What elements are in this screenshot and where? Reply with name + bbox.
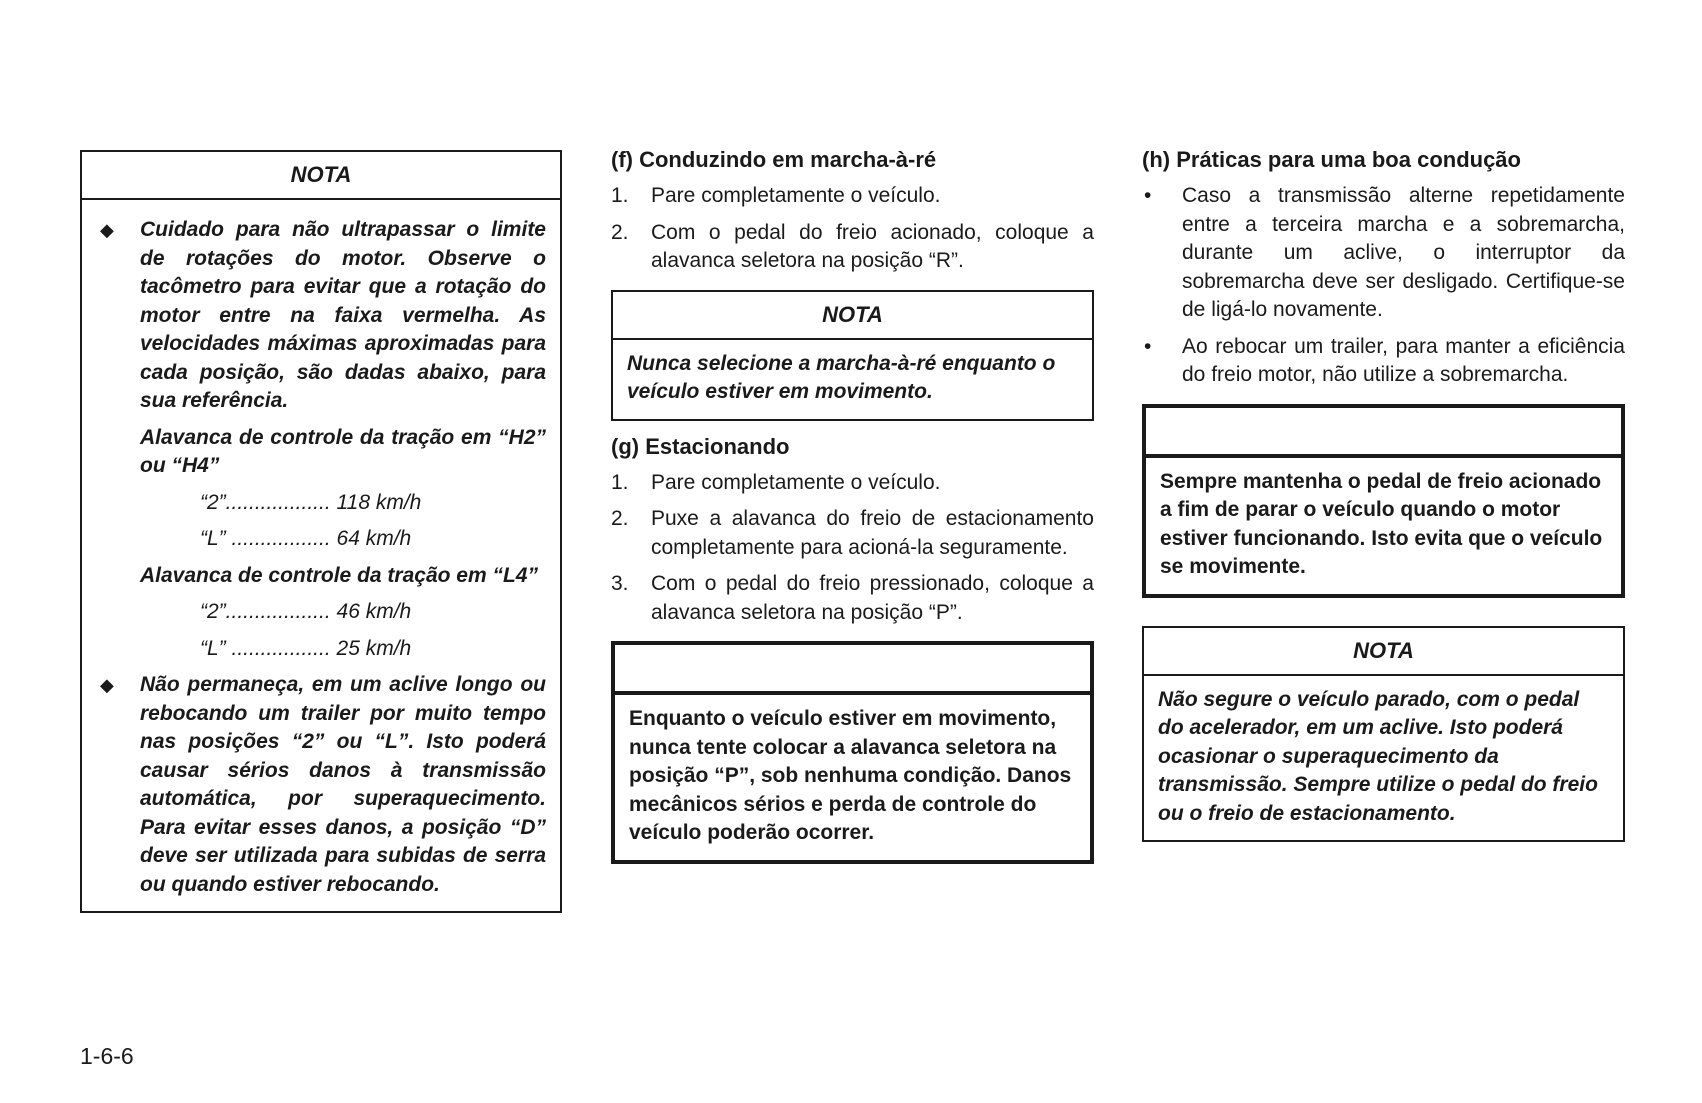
note-text: Nunca selecione a marcha-à-ré enquanto o veículo estiver em movimento. [627, 351, 1056, 403]
warning-title-blank [615, 645, 1090, 695]
note-title: NOTA [1144, 628, 1623, 676]
bullet-dot-icon: • [1144, 334, 1152, 358]
step-item [611, 570, 1094, 627]
step-text: Pare completamente o veículo. [651, 184, 941, 207]
step-item [611, 505, 1094, 562]
diamond-bullet-icon: ◆ [100, 675, 114, 695]
step-item [611, 469, 1094, 498]
right-column [1142, 146, 1625, 842]
left-column [80, 150, 562, 913]
bullet-text-overheating: Não permaneça, em um aclive longo ou rebocando um trailer por muito tempo nas posições “2” ou “L”. Isto poderá causar sérios danos à transmissão automática, por superaquecimento. Para evitar esses danos, a posição “D” deve ser utilizada para subidas de serra ou quando estiver rebocando. [140, 673, 546, 896]
diamond-bullet-icon: ◆ [100, 220, 114, 240]
note-box-accelerator [1142, 626, 1625, 843]
step-item [611, 182, 1094, 211]
list-item-text: Ao rebocar um trailer, para manter a eficiência do freio motor, não utilize a sobremarcha. [1182, 334, 1625, 386]
speed-line: “2”.................. 118 km/h [200, 490, 422, 514]
note-box-reverse [611, 290, 1094, 421]
step-text: Puxe a alavanca do freio de estacionamento completamente para acioná-la seguramente. [651, 507, 1094, 559]
bullet-dot-icon: • [1144, 184, 1152, 207]
middle-column [611, 146, 1094, 864]
note-box-speed-limits [80, 150, 562, 913]
step-text: Com o pedal do freio pressionado, coloque a alavanca seletora na posição “P”. [651, 572, 1094, 624]
note-title: NOTA [82, 152, 560, 200]
speed-line: “L” ................. 25 km/h [200, 636, 412, 660]
section-heading-good-driving: (h) Práticas para uma boa condução [1142, 147, 1521, 172]
page-number: 1-6-6 [80, 1043, 134, 1069]
note-bullet [96, 216, 546, 416]
section-heading-parking: (g) Estacionando [611, 433, 790, 459]
subheading-l4: Alavanca de controle da tração em “L4” [140, 563, 538, 587]
bullet-text-rpm-limit: Cuidado para não ultrapassar o limite de rotações do motor. Observe o tacômetro para evitar que a rotação do motor entre na faixa vermelha. As velocidades máximas aproximadas para cada posição, são dadas abaixo, para sua referência. [140, 218, 546, 412]
step-number: 1. [611, 470, 629, 494]
step-number: 1. [611, 184, 629, 207]
speed-line: “2”.................. 46 km/h [200, 600, 412, 623]
note-bullet [96, 671, 546, 899]
warning-text: Sempre mantenha o pedal de freio acionado a fim de parar o veículo quando o motor estiver funcionando. Isto evita que o veículo se movimente. [1160, 469, 1603, 578]
note-title: NOTA [613, 292, 1092, 340]
note-body [82, 200, 560, 911]
warning-title-blank [1146, 408, 1621, 458]
step-text: Com o pedal do freio acionado, coloque a alavanca seletora na posição “R”. [651, 220, 1094, 272]
warning-box-park [611, 641, 1094, 864]
step-number: 3. [611, 572, 629, 595]
warning-text: Enquanto o veículo estiver em movimento, nunca tente colocar a alavanca seletora na posição “P”, sob nenhuma condição. Danos mecânicos sérios e perda de controle do veículo poderão ocorrer. [629, 707, 1072, 844]
list-item [1142, 182, 1625, 325]
step-number: 2. [611, 220, 629, 244]
speed-line: “L” ................. 64 km/h [200, 527, 412, 550]
note-text: Não segure o veículo parado, com o pedal do acelerador, em um aclive. Isto poderá ocasionar o superaquecimento da transmissão. Sempre utilize o pedal do freio ou o freio de estacionamento. [1158, 687, 1598, 825]
warning-box-brake [1142, 404, 1625, 598]
step-item [611, 219, 1094, 276]
step-text: Pare completamente o veículo. [651, 470, 941, 494]
step-number: 2. [611, 507, 629, 530]
subheading-h2-h4: Alavanca de controle da tração em “H2” ou “H4” [140, 425, 546, 477]
list-item [1142, 333, 1625, 390]
section-heading-reverse: (f) Conduzindo em marcha-à-ré [611, 147, 937, 172]
list-item-text: Caso a transmissão alterne repetidamente entre a terceira marcha e a sobremarcha, durante um aclive, o interruptor da sobremarcha deve ser desligado. Certifique-se de ligá-lo novamente. [1182, 184, 1625, 321]
